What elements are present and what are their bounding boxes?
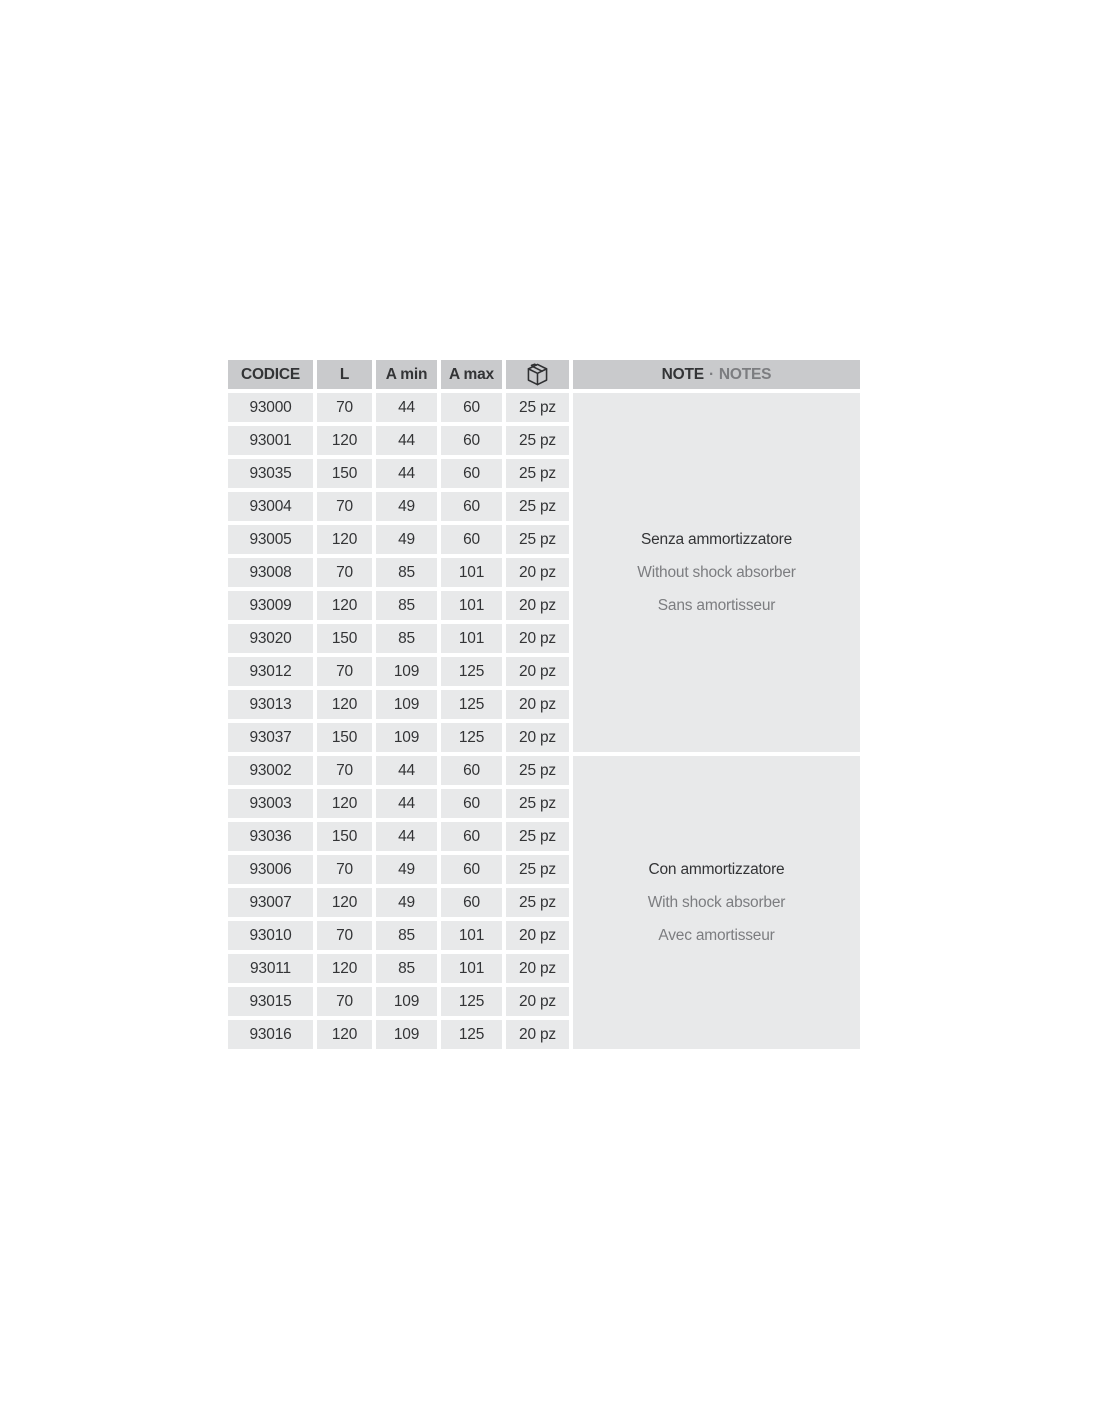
- cell-qty: 25 pz: [506, 393, 569, 422]
- header-row: [228, 360, 860, 389]
- cell-a-max: 60: [441, 426, 502, 455]
- cell-qty: 20 pz: [506, 690, 569, 719]
- cell-qty: 20 pz: [506, 987, 569, 1016]
- cell-a-max: 101: [441, 921, 502, 950]
- table-row: [228, 393, 860, 422]
- cell-codice: 93009: [228, 591, 313, 620]
- cell-a-min: 85: [376, 558, 437, 587]
- cell-a-min: 49: [376, 888, 437, 917]
- header-codice: CODICE: [228, 360, 313, 389]
- cell-qty: 25 pz: [506, 822, 569, 851]
- cell-l: 150: [317, 822, 372, 851]
- header-note-notes: [573, 360, 860, 389]
- cell-a-max: 101: [441, 624, 502, 653]
- cell-a-max: 60: [441, 492, 502, 521]
- cell-a-min: 49: [376, 525, 437, 554]
- cell-a-max: 101: [441, 591, 502, 620]
- cell-codice: 93016: [228, 1020, 313, 1049]
- cell-l: 70: [317, 921, 372, 950]
- note-line-secondary: Without shock absorber: [637, 564, 796, 581]
- cell-codice: 93003: [228, 789, 313, 818]
- cell-l: 70: [317, 855, 372, 884]
- cell-a-max: 60: [441, 888, 502, 917]
- cell-codice: 93037: [228, 723, 313, 752]
- cell-a-min: 85: [376, 591, 437, 620]
- cell-l: 150: [317, 459, 372, 488]
- cell-a-max: 60: [441, 525, 502, 554]
- cell-a-max: 101: [441, 954, 502, 983]
- cell-codice: 93007: [228, 888, 313, 917]
- cell-codice: 93008: [228, 558, 313, 587]
- cell-codice: 93015: [228, 987, 313, 1016]
- cell-qty: 20 pz: [506, 954, 569, 983]
- cell-a-max: 125: [441, 690, 502, 719]
- cell-a-min: 109: [376, 690, 437, 719]
- cell-a-min: 85: [376, 624, 437, 653]
- cell-a-min: 44: [376, 426, 437, 455]
- note-cell: [573, 756, 860, 1049]
- note-separator: ·: [708, 365, 714, 383]
- cell-a-min: 44: [376, 459, 437, 488]
- cell-a-max: 60: [441, 789, 502, 818]
- cell-a-min: 85: [376, 921, 437, 950]
- cell-a-min: 109: [376, 987, 437, 1016]
- cell-l: 120: [317, 954, 372, 983]
- cell-l: 70: [317, 393, 372, 422]
- cell-a-max: 125: [441, 657, 502, 686]
- cell-qty: 20 pz: [506, 657, 569, 686]
- cell-codice: 93013: [228, 690, 313, 719]
- cell-codice: 93002: [228, 756, 313, 785]
- cell-codice: 93011: [228, 954, 313, 983]
- cell-a-max: 125: [441, 1020, 502, 1049]
- cell-qty: 20 pz: [506, 921, 569, 950]
- cell-codice: 93000: [228, 393, 313, 422]
- header-a-max: A max: [441, 360, 502, 389]
- package-icon: [525, 362, 550, 387]
- cell-qty: 20 pz: [506, 558, 569, 587]
- cell-a-min: 49: [376, 855, 437, 884]
- table-body: [228, 393, 860, 1049]
- note-label: NOTE: [661, 365, 704, 383]
- cell-a-min: 44: [376, 393, 437, 422]
- table-row: [228, 756, 860, 785]
- cell-codice: 93004: [228, 492, 313, 521]
- cell-l: 70: [317, 492, 372, 521]
- cell-codice: 93006: [228, 855, 313, 884]
- cell-l: 70: [317, 657, 372, 686]
- note-cell: [573, 393, 860, 752]
- cell-qty: 20 pz: [506, 1020, 569, 1049]
- cell-l: 70: [317, 756, 372, 785]
- note-line-primary: Con ammortizzatore: [648, 861, 785, 878]
- cell-codice: 93036: [228, 822, 313, 851]
- cell-l: 120: [317, 789, 372, 818]
- cell-codice: 93012: [228, 657, 313, 686]
- cell-a-min: 44: [376, 756, 437, 785]
- cell-a-max: 101: [441, 558, 502, 587]
- cell-l: 120: [317, 888, 372, 917]
- cell-l: 120: [317, 690, 372, 719]
- cell-codice: 93001: [228, 426, 313, 455]
- cell-codice: 93010: [228, 921, 313, 950]
- cell-qty: 20 pz: [506, 723, 569, 752]
- cell-a-max: 60: [441, 756, 502, 785]
- cell-a-min: 109: [376, 1020, 437, 1049]
- cell-a-max: 125: [441, 987, 502, 1016]
- cell-a-min: 109: [376, 657, 437, 686]
- cell-a-min: 85: [376, 954, 437, 983]
- cell-l: 120: [317, 426, 372, 455]
- cell-codice: 93035: [228, 459, 313, 488]
- cell-a-min: 44: [376, 822, 437, 851]
- header-length: L: [317, 360, 372, 389]
- note-line-secondary: With shock absorber: [647, 894, 786, 911]
- cell-qty: 25 pz: [506, 789, 569, 818]
- header-package: [506, 360, 569, 389]
- cell-l: 70: [317, 987, 372, 1016]
- cell-l: 150: [317, 624, 372, 653]
- cell-l: 70: [317, 558, 372, 587]
- cell-a-min: 109: [376, 723, 437, 752]
- cell-l: 120: [317, 525, 372, 554]
- cell-qty: 25 pz: [506, 855, 569, 884]
- cell-a-max: 60: [441, 393, 502, 422]
- note-line-primary: Senza ammortizzatore: [640, 531, 793, 548]
- notes-label: NOTES: [718, 365, 772, 383]
- cell-qty: 20 pz: [506, 591, 569, 620]
- cell-qty: 20 pz: [506, 624, 569, 653]
- cell-a-max: 60: [441, 822, 502, 851]
- cell-codice: 93020: [228, 624, 313, 653]
- cell-a-min: 44: [376, 789, 437, 818]
- cell-a-max: 60: [441, 855, 502, 884]
- cell-a-max: 125: [441, 723, 502, 752]
- cell-qty: 25 pz: [506, 459, 569, 488]
- cell-qty: 25 pz: [506, 492, 569, 521]
- cell-l: 150: [317, 723, 372, 752]
- cell-l: 120: [317, 1020, 372, 1049]
- cell-qty: 25 pz: [506, 525, 569, 554]
- header-a-min: A min: [376, 360, 437, 389]
- cell-qty: 25 pz: [506, 426, 569, 455]
- cell-qty: 25 pz: [506, 888, 569, 917]
- cell-a-max: 60: [441, 459, 502, 488]
- note-line-tertiary: Sans amortisseur: [657, 597, 776, 614]
- table-header: [228, 360, 860, 389]
- cell-l: 120: [317, 591, 372, 620]
- cell-codice: 93005: [228, 525, 313, 554]
- cell-a-min: 49: [376, 492, 437, 521]
- note-line-tertiary: Avec amortisseur: [658, 927, 775, 944]
- product-table: [224, 356, 864, 1053]
- cell-qty: 25 pz: [506, 756, 569, 785]
